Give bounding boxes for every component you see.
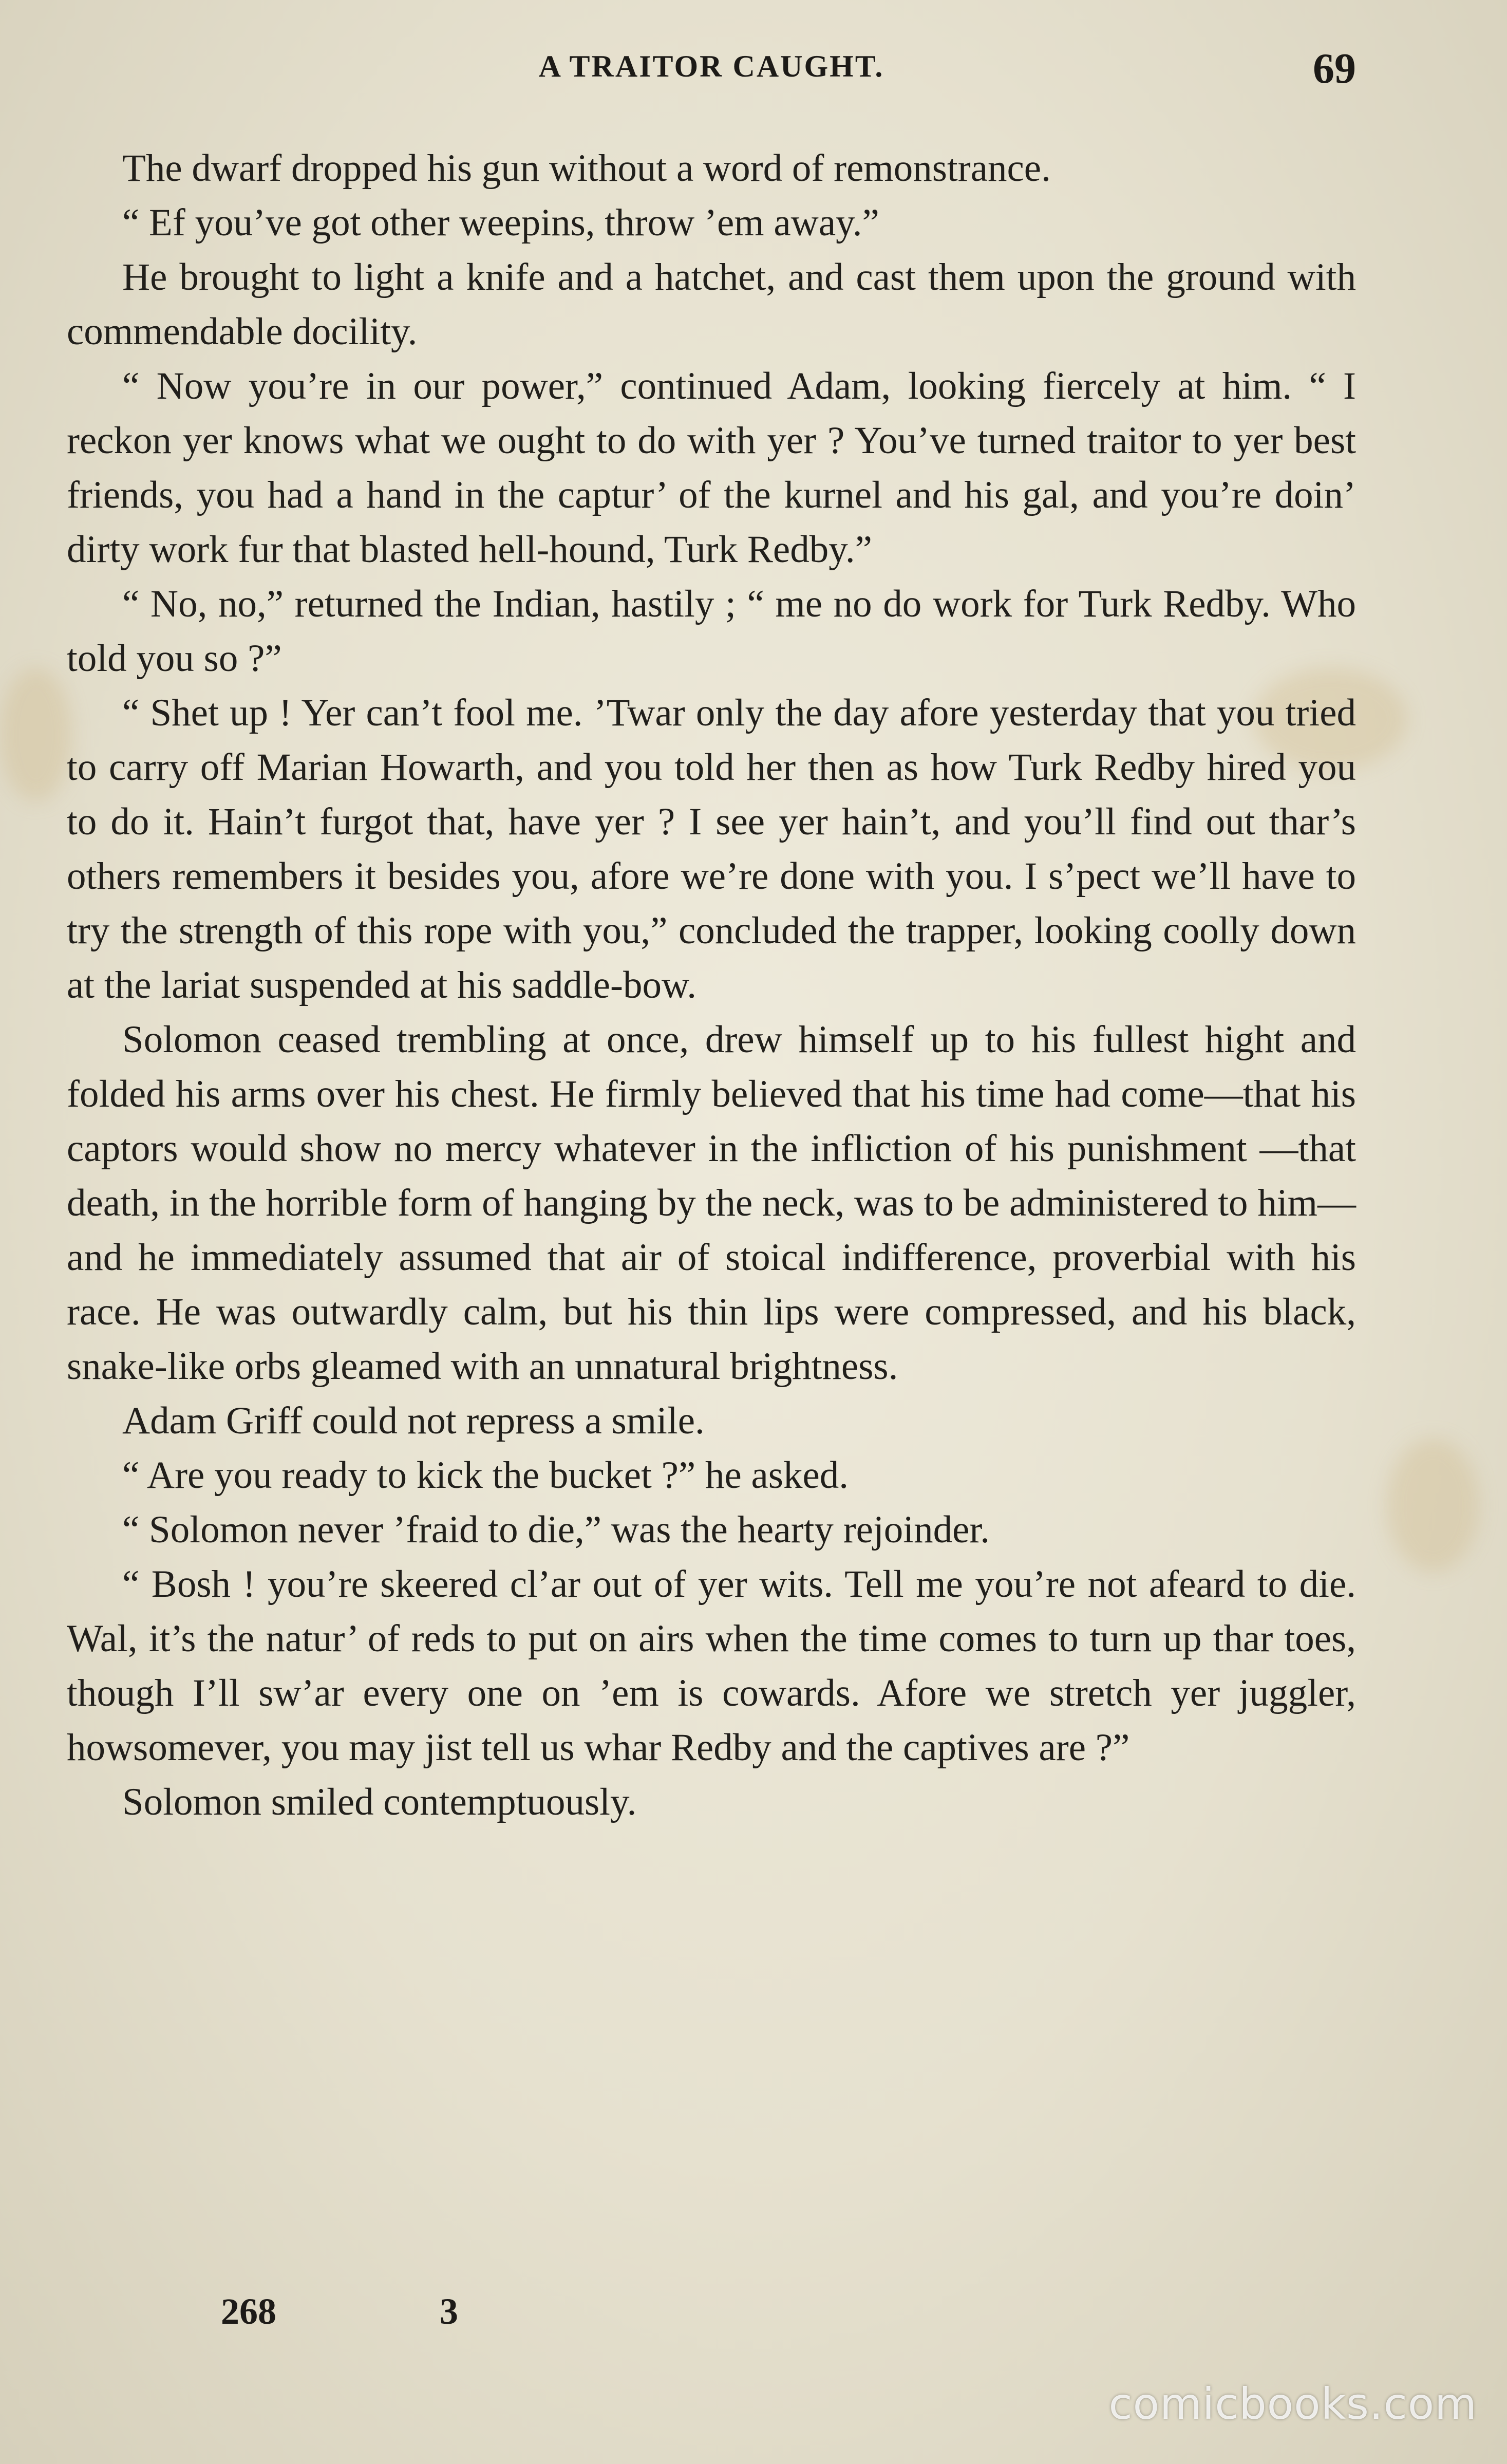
running-title: A TRAITOR CAUGHT. [538, 49, 884, 83]
page-number: 69 [1313, 45, 1356, 92]
paragraph: Adam Griff could not repress a smile. [122, 1399, 705, 1442]
paper-stain [0, 668, 72, 801]
paragraph: “ Bosh ! you’re skeered cl’ar out of yer wits. Tell me you’re not afeard to die. Wal, it’s the natur’ of reds to put on airs when the time comes to turn up thar toes, though I’ll sw’ar every one on ’em is cowards. Afore we stretch yer juggler, howsomever, you may jist tell us whar Redby and the captives are ?” [67, 1563, 1356, 1769]
paragraph: “ Are you ready to kick the bucket ?” he asked. [122, 1454, 849, 1497]
paragraph: Solomon smiled contemptuously. [122, 1781, 637, 1823]
paragraph: The dwarf dropped his gun without a word of remonstrance. [122, 147, 1051, 190]
sheet-number: 3 [440, 2291, 458, 2332]
paper-stain [1387, 1439, 1479, 1572]
paragraph: He brought to light a knife and a hatchet, and cast them upon the ground with commendable docility. [67, 256, 1356, 353]
paragraph: “ No, no,” returned the Indian, hastily ; “ me no do work for Turk Redby. Who told you so ?” [67, 583, 1356, 680]
paragraph: “ Now you’re in our power,” continued Adam, looking fiercely at him. “ I reckon yer knows what we ought to do with yer ? You’ve turned traitor to yer best friends, you had a hand in the captur’ of the kurnel and his gal, and you’re doin’ dirty work fur that blasted hell-hound, Turk Redby.” [67, 365, 1356, 571]
signature-number: 268 [221, 2291, 276, 2332]
paragraph: “ Solomon never ’fraid to die,” was the hearty rejoinder. [122, 1508, 990, 1551]
watermark: comicbooks.com [1108, 2379, 1477, 2429]
page-footer [221, 2290, 458, 2333]
page-header [67, 44, 1356, 105]
paragraph: Solomon ceased trembling at once, drew himself up to his fullest hight and folded his arms over his chest. He firmly believed that his time had come—that his captors would show no mercy whatever in the infliction of his punishment —that death, in the horrible form of hanging by the neck, was to be administered to him—and he immediately assumed that air of stoical indifference, proverbial with his race. He was outwardly calm, but his thin lips were compressed, and his black, snake-like orbs gleamed with an unnatural brightness. [67, 1018, 1356, 1388]
paragraph: “ Ef you’ve got other weepins, throw ’em away.” [122, 201, 879, 244]
paragraph: “ Shet up ! Yer can’t fool me. ’Twar only the day afore yesterday that you tried to carry off Marian Howarth, and you told her then as how Turk Redby hired you to do it. Hain’t furgot that, have yer ? I see yer hain’t, and you’ll find out thar’s others remembers it besides you, afore we’re done with you. I s’pect we’ll have to try the strength of this rope with you,” concluded the trapper, looking coolly down at the lariat suspended at his saddle-bow. [67, 692, 1356, 1006]
body-text [67, 141, 1356, 1830]
